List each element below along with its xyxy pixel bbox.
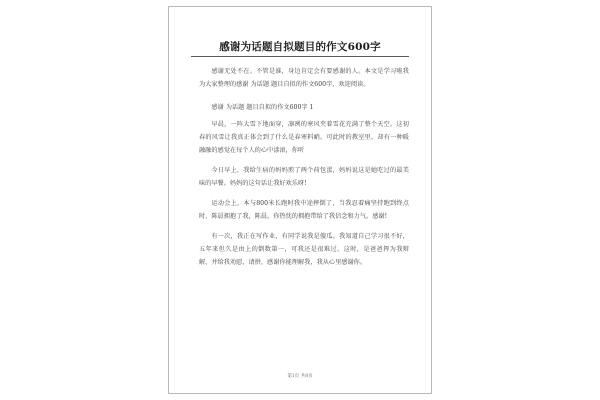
title-divider <box>191 56 409 57</box>
document-title: 感谢为话题自拟题目的作文600字 <box>219 41 381 53</box>
body-paragraph: 今日早上，我给生病的妈妈煎了两个荷包蛋，妈妈说这是她吃过的最美味的早餐。妈妈的这句话让我好欢乐呀! <box>199 167 409 187</box>
body-paragraph: 有一次，我正在写作业，有同学说我是傻瓜。我知道自己学习很不好，五年来但久是由上的倒数第一，可我还是很难过。这时，是爸爸挥为我辩解，并给我劝慰、请拼，感谢你能理解我，我从心里感谢你。 <box>199 233 409 266</box>
document-body <box>199 65 409 276</box>
section-heading: 感谢 为话题 题目自拟的作文600字 1 <box>211 104 314 111</box>
intro-paragraph: 感谢无处不在。不管是谁，身边肯定会有要感谢的人。本文是学习啦我为大家整理的感谢 为话题 题目自拟的作文600字，欢迎阅读。 <box>199 68 409 88</box>
document-page <box>168 6 432 394</box>
body-paragraph: 运动会上，本与800米长跑时我中途摔倒了，当我忍着痛坚持跑到终点时，陈晨拥抱了我，陈晨，你热忱的拥抱带给了我信念和力气。感谢! <box>199 200 409 220</box>
page-number-footer: 第1页 共8页 <box>287 374 313 379</box>
body-paragraph: 早晨，一阵大雪下地面穿，凛冽的寒风夹着雪花充满了整个天空。这初春的风雪让我真正体会到了什么是春寒料峭。可此时的教室里，却有一种暖融融的感觉在每个人的心中漾滚，你听 <box>199 121 409 154</box>
